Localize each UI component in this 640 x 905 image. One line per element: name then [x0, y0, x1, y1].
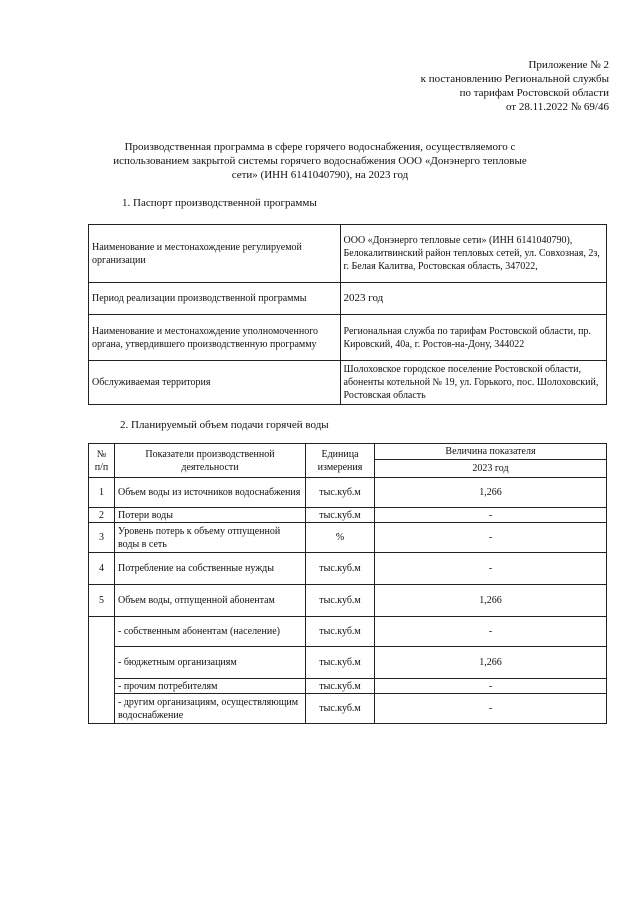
document-title: [88, 140, 552, 182]
row-value: -: [375, 679, 607, 694]
row-name: Объем воды из источников водоснабжения: [115, 478, 306, 508]
table-row: [89, 694, 607, 724]
row-value: -: [375, 694, 607, 724]
passport-value: Шолоховское городское поселение Ростовской области, абоненты котельной № 19, ул. Горького, пос. Шолоховский, Ростовская область: [340, 361, 606, 405]
passport-row: [89, 283, 607, 315]
row-unit: тыс.куб.м: [306, 508, 375, 523]
row-num: 2: [89, 508, 115, 523]
row-name: - собственным абонентам (население): [115, 617, 306, 647]
row-unit: тыс.куб.м: [306, 585, 375, 617]
row-num: 4: [89, 553, 115, 585]
row-name: Объем воды, отпущенной абонентам: [115, 585, 306, 617]
table-row: [89, 679, 607, 694]
passport-label: Обслуживаемая территория: [89, 361, 341, 405]
row-value: 1,266: [375, 647, 607, 679]
volume-table: [88, 443, 607, 724]
passport-value: 2023 год: [340, 283, 606, 315]
title-line-1: Производственная программа в сфере горячего водоснабжения, осуществляемого с: [124, 141, 516, 153]
title-line-3: сети» (ИНН 6141040790), на 2023 год: [231, 169, 409, 181]
row-num: 1: [89, 478, 115, 508]
row-value: 1,266: [375, 478, 607, 508]
row-name: Потребление на собственные нужды: [115, 553, 306, 585]
appendix-resolution: к постановлению Региональной службы: [420, 73, 609, 85]
header-unit: Единица измерения: [306, 444, 375, 478]
row-unit: тыс.куб.м: [306, 553, 375, 585]
row-value: 1,266: [375, 585, 607, 617]
row-value: -: [375, 523, 607, 553]
passport-label: Наименование и местонахождение регулируемой организации: [89, 225, 341, 283]
row-num: 5: [89, 585, 115, 617]
row-unit: тыс.куб.м: [306, 679, 375, 694]
row-unit: %: [306, 523, 375, 553]
passport-row: [89, 225, 607, 283]
row-name: Уровень потерь к объему отпущенной воды в сеть: [115, 523, 306, 553]
table-row: [89, 508, 607, 523]
title-line-2: использованием закрытой системы горячего водоснабжения ООО «Донэнерго тепловые: [113, 155, 527, 167]
table-row: [89, 553, 607, 585]
section-1-heading: 1. Паспорт производственной программы: [122, 197, 317, 209]
row-name: Потери воды: [115, 508, 306, 523]
appendix-number: Приложение № 2: [528, 59, 609, 71]
passport-row: [89, 315, 607, 361]
row-unit: тыс.куб.м: [306, 694, 375, 724]
row-value: -: [375, 553, 607, 585]
table-row: [89, 617, 607, 647]
row-name: - прочим потребителям: [115, 679, 306, 694]
table-row: [89, 585, 607, 617]
row-unit: тыс.куб.м: [306, 478, 375, 508]
header-name: Показатели производственной деятельности: [115, 444, 306, 478]
row-unit: тыс.куб.м: [306, 647, 375, 679]
table-row: [89, 647, 607, 679]
passport-label: Наименование и местонахождение уполномоченного органа, утвердившего производственную программу: [89, 315, 341, 361]
passport-value: ООО «Донэнерго тепловые сети» (ИНН 6141040790), Белокалитвинский район тепловых сетей, ул. Совхозная, 2з, г. Белая Калитва, Ростовская область, 347022,: [340, 225, 606, 283]
header-value: Величина показателя: [375, 444, 607, 460]
row-name: - другим организациям, осуществляющим водоснабжение: [115, 694, 306, 724]
passport-value: Региональная служба по тарифам Ростовской области, пр. Кировский, 40а, г. Ростов-на-Дону, 344022: [340, 315, 606, 361]
row-unit: тыс.куб.м: [306, 617, 375, 647]
row-value: -: [375, 508, 607, 523]
table-row: [89, 523, 607, 553]
header-num: № п/п: [89, 444, 115, 478]
row-name: - бюджетным организациям: [115, 647, 306, 679]
appendix-header: [421, 58, 609, 114]
passport-row: [89, 361, 607, 405]
header-year: 2023 год: [375, 460, 607, 478]
passport-label: Период реализации производственной программы: [89, 283, 341, 315]
table-header-row: [89, 444, 607, 460]
appendix-authority: по тарифам Ростовской области: [459, 87, 609, 99]
section-2-heading: 2. Планируемый объем подачи горячей воды: [120, 419, 329, 431]
row-value: -: [375, 617, 607, 647]
row-num: 3: [89, 523, 115, 553]
table-row: [89, 478, 607, 508]
row-num: [89, 617, 115, 724]
passport-table: [88, 224, 607, 405]
appendix-date: от 28.11.2022 № 69/46: [505, 101, 609, 113]
